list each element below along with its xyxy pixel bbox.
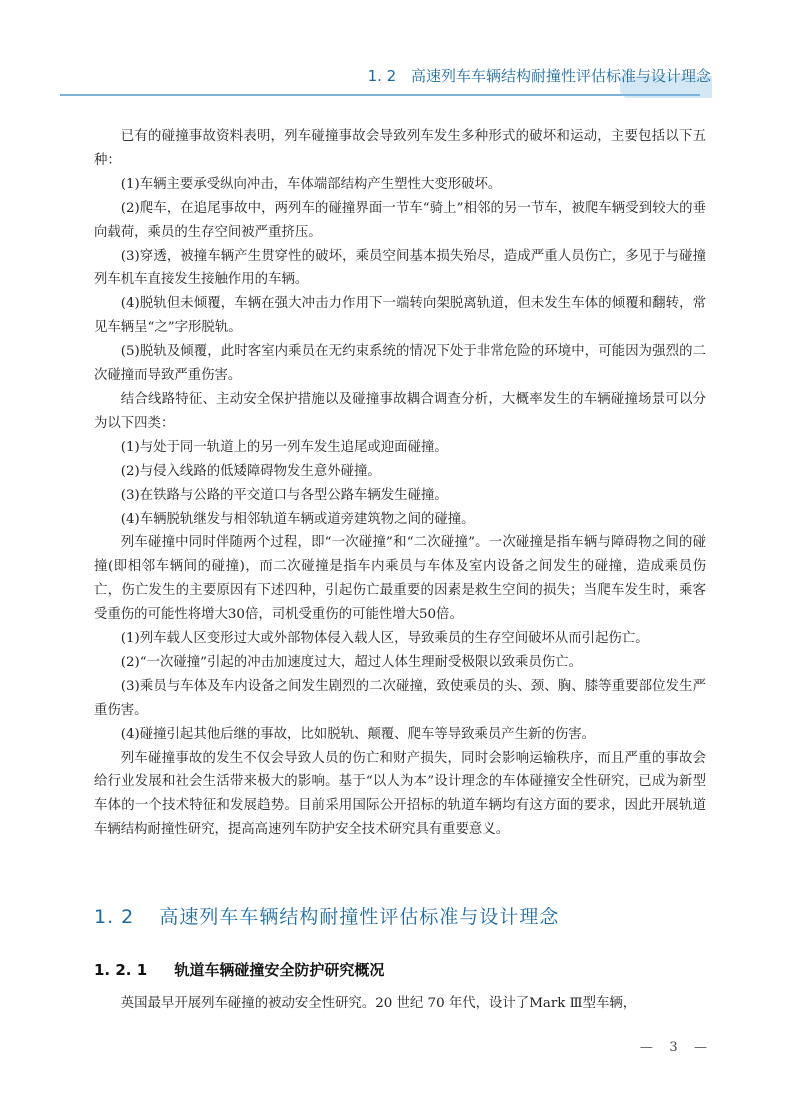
paragraph: (1)列车载人区变形过大或外部物体侵入载人区，导致乘员的生存空间破坏从而引起伤亡。: [120, 631, 649, 647]
paragraph: (3)在铁路与公路的平交道口与各型公路车辆发生碰撞。: [120, 487, 448, 503]
running-header: [0, 58, 711, 94]
paragraph: 结合线路特征、主动安全保护措施以及碰撞事故耦合调查分析，大概率发生的车辆碰撞场景可以分为以下四类：: [94, 391, 706, 431]
subsection-heading: [94, 959, 706, 980]
paragraph: (3)乘员与车体及车内设备之间发生剧烈的二次碰撞，致使乘员的头、颈、胸、膝等重要部位发生严重伤害。: [94, 678, 706, 718]
paragraph: (2)与侵入线路的低矮障碍物发生意外碰撞。: [120, 463, 381, 479]
paragraph: 列车碰撞事故的发生不仅会导致人员的伤亡和财产损失，同时会影响运输秩序，而且严重的事故会给行业发展和社会生活带来极大的影响。基于“以人为本”设计理念的车体碰撞安全性研究，已成为新型车体的一个技术特征和发展趋势。目前采用国际公开招标的轨道车辆均有这方面的要求，因此开展轨道车辆结构耐撞性研究，提高高速列车防护安全技术研究具有重要意义。: [94, 750, 706, 838]
section-number: 1. 2: [94, 906, 135, 928]
paragraph: (4)碰撞引起其他后继的事故，比如脱轨、颠覆、爬车等导致乘员产生新的伤害。: [120, 726, 596, 742]
footer-dash-right: —: [694, 1040, 708, 1055]
section-title: 高速列车车辆结构耐撞性评估标准与设计理念: [159, 906, 560, 928]
subsection-number: 1. 2. 1: [94, 961, 148, 979]
paragraph: (1)车辆主要承受纵向冲击，车体端部结构产生塑性大变形破坏。: [120, 176, 502, 192]
running-header-number: 1. 2: [367, 67, 397, 85]
running-header-title: 高速列车车辆结构耐撞性评估标准与设计理念: [410, 67, 711, 85]
page-footer: [0, 1040, 708, 1055]
paragraph: (2)爬车，在追尾事故中，两列车的碰撞界面一节车“骑上”相邻的另一节车，被爬车辆受到较大的垂向载荷，乘员的生存空间被严重挤压。: [94, 200, 706, 240]
paragraph: (2)“一次碰撞”引起的冲击加速度过大，超过人体生理耐受极限以致乘员伤亡。: [120, 654, 582, 670]
body-text: [94, 125, 706, 842]
paragraph: (4)车辆脱轨继发与相邻轨道车辆或道旁建筑物之间的碰撞。: [120, 511, 475, 527]
paragraph: 已有的碰撞事故资料表明，列车碰撞事故会导致列车发生多种形式的破坏和运动，主要包括以下五种：: [94, 129, 706, 168]
section-heading: [94, 902, 706, 929]
paragraph: (4)脱轨但未倾覆，车辆在强大冲击力作用下一端转向架脱离轨道，但未发生车体的倾覆和翻转，常见车辆呈“之”字形脱轨。: [94, 296, 706, 336]
header-rule: [60, 94, 700, 96]
paragraph: (1)与处于同一轨道上的另一列车发生追尾或迎面碰撞。: [120, 439, 448, 455]
paragraph: 列车碰撞中同时伴随两个过程，即“一次碰撞”和“二次碰撞”。一次碰撞是指车辆与障碍物之间的碰撞(即相邻车辆间的碰撞)，而二次碰撞是指车内乘员与车体及室内设备之间发生的碰撞，造成乘员伤亡，伤亡发生的主要原因有下述四种，引起伤亡最重要的因素是救生空间的损失；当爬车发生时，乘客受重伤的可能性将增大30倍，司机受重伤的可能性增大50倍。: [94, 535, 706, 623]
paragraph: (3)穿透，被撞车辆产生贯穿性的破坏，乘员空间基本损失殆尽，造成严重人员伤亡，多见于与碰撞列车机车直接发生接触作用的车辆。: [94, 248, 706, 288]
paragraph-tail: 英国最早开展列车碰撞的被动安全性研究。20 世纪 70 年代，设计了Mark Ⅲ型车辆，: [120, 996, 637, 1011]
page-number: 3: [669, 1040, 679, 1055]
subsection-title: 轨道车辆碰撞安全防护研究概况: [174, 961, 385, 979]
footer-dash-left: —: [639, 1040, 654, 1055]
paragraph: (5)脱轨及倾覆，此时客室内乘员在无约束系统的情况下处于非常危险的环境中，可能因为强烈的二次碰撞而导致严重伤害。: [94, 344, 706, 384]
